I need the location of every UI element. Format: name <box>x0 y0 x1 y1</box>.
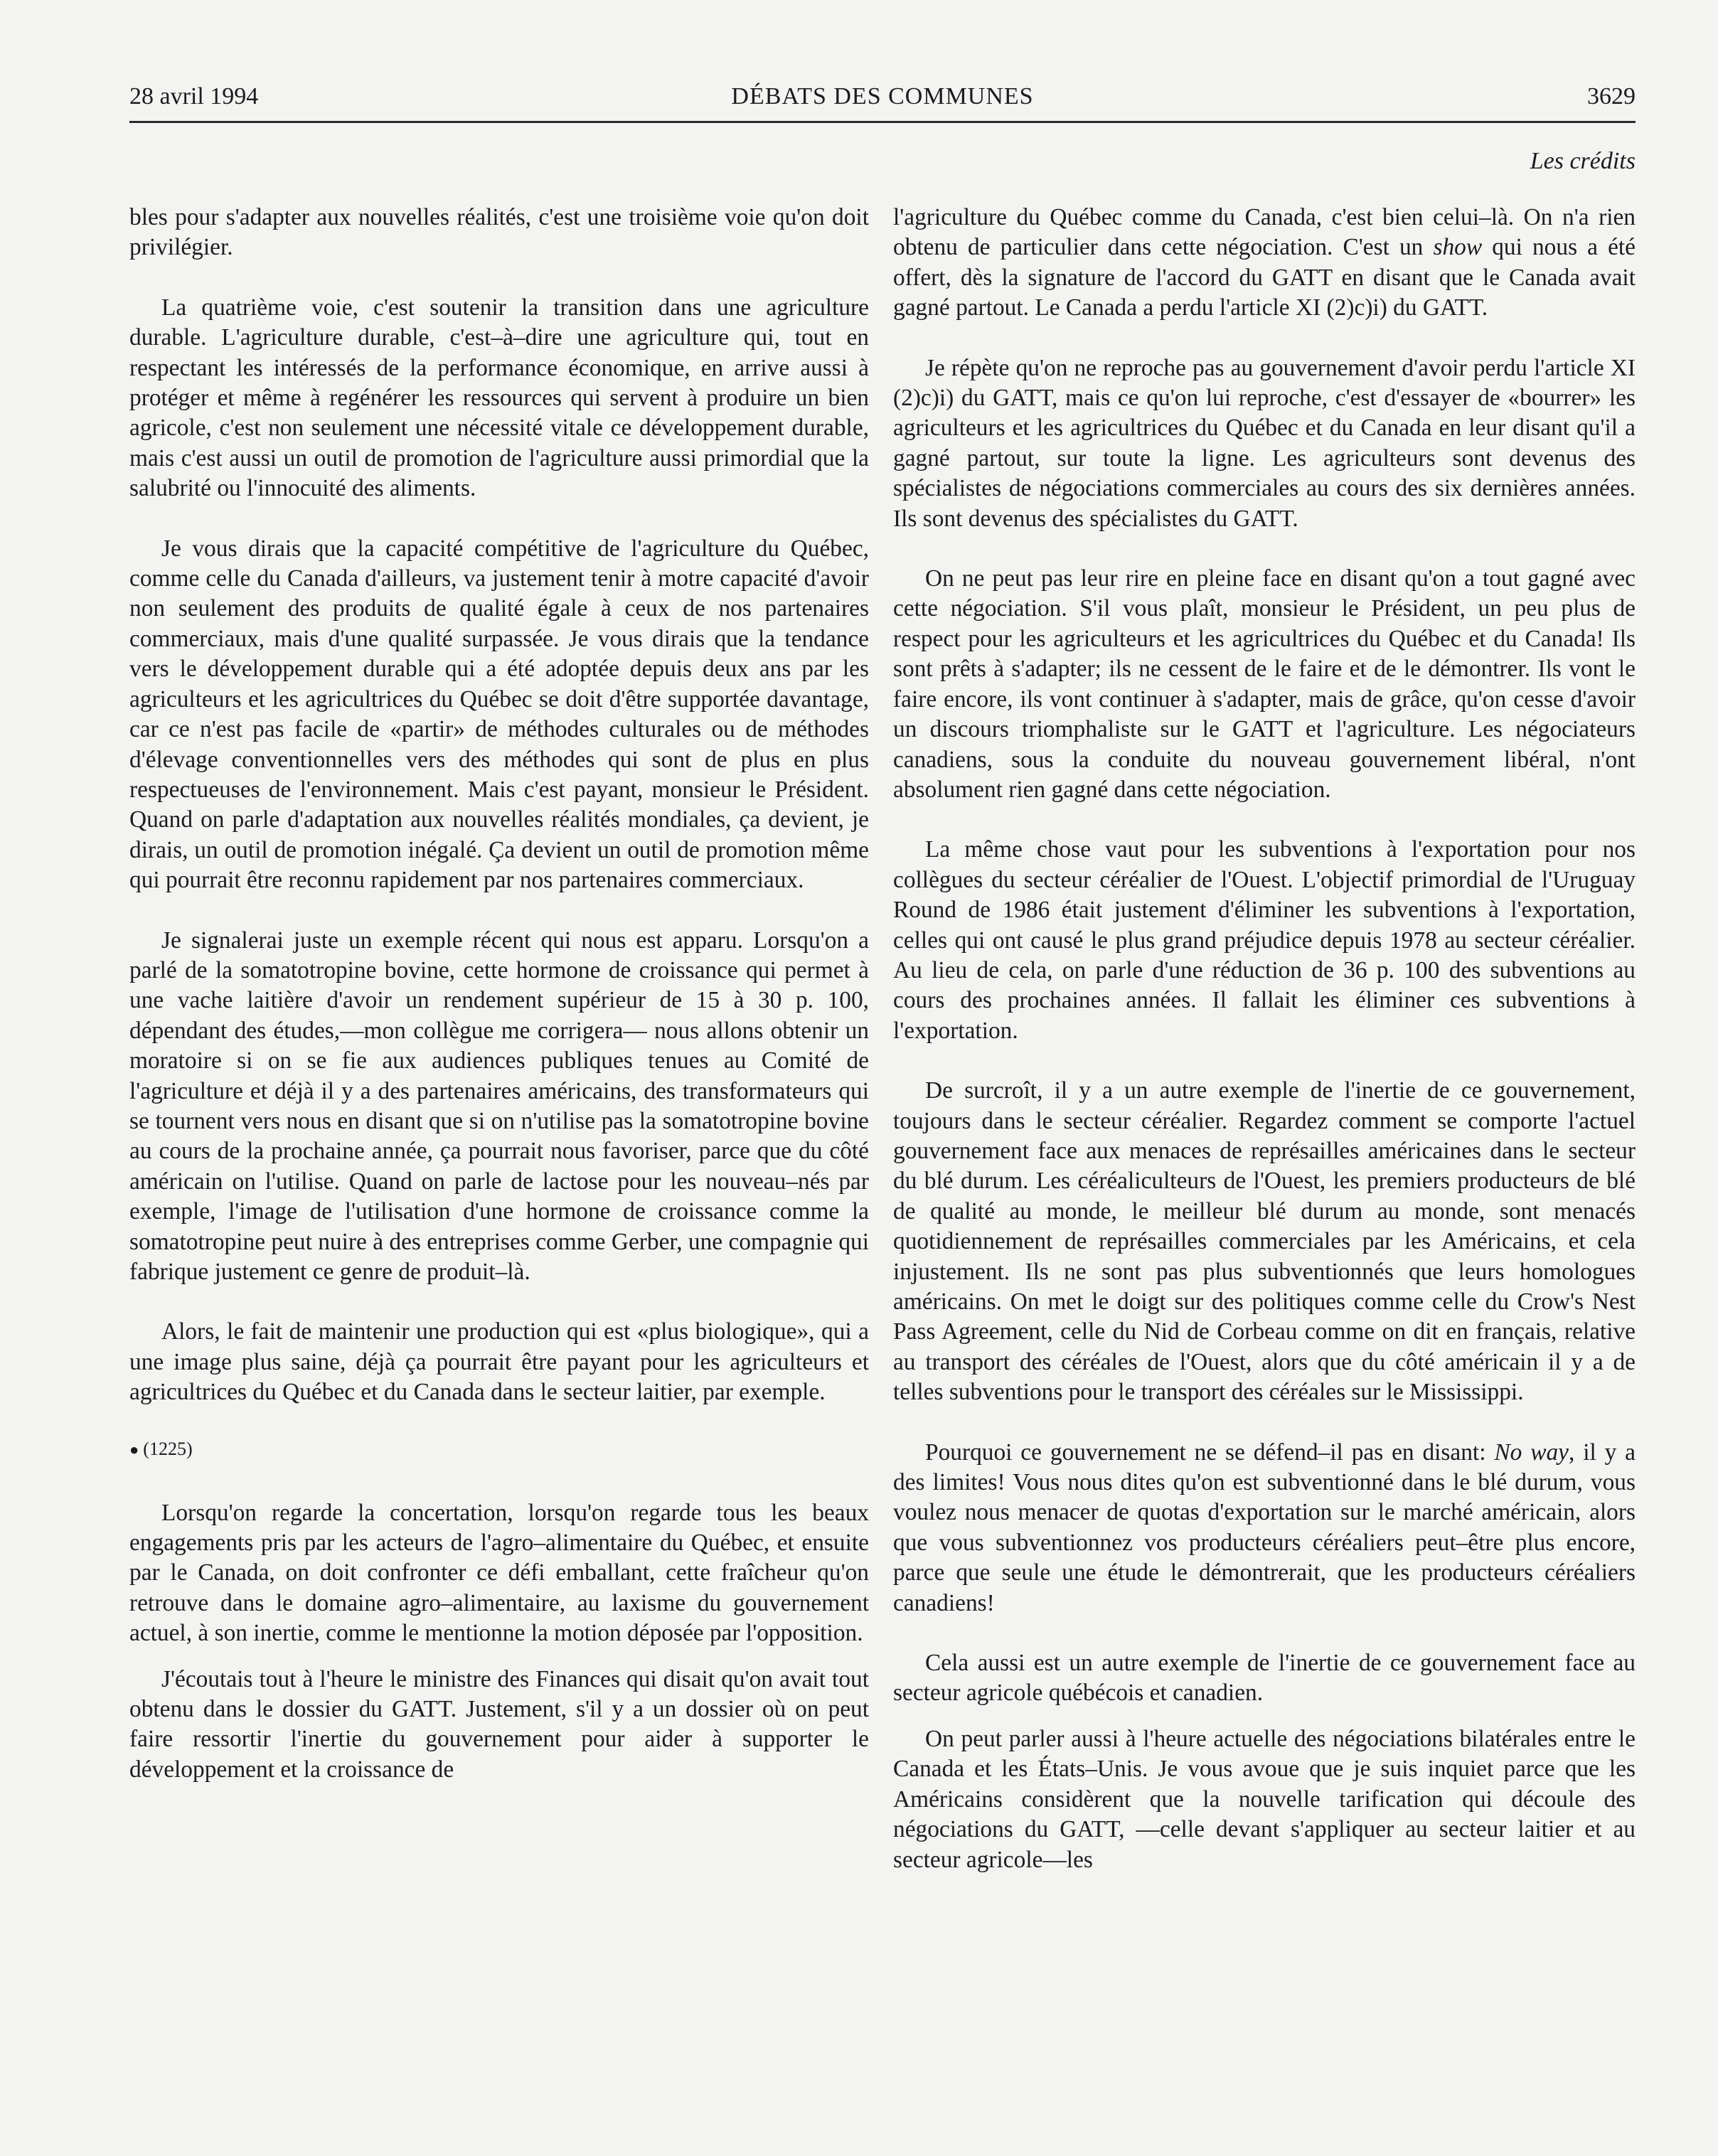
paragraph <box>893 1438 1636 1618</box>
paragraph-text: Pourquoi ce gouvernement ne se défend–il pas en disant: <box>925 1439 1495 1466</box>
paragraph: Je répète qu'on ne reproche pas au gouvernement d'avoir perdu l'article XI (2)c)i) du GATT, mais ce qu'on lui reproche, c'est d'essayer de «bourrer» les agriculteurs et les agricultrices du Québec et du Canada en leur disant qu'il a gagné partout, sur toute la ligne. Les agriculteurs sont devenus des spécialistes de négociations commerciales au cours des six dernières années. Ils sont devenus des spécialistes du GATT. <box>893 354 1636 532</box>
paragraph-text: l'agriculture du Québec comme du Canada, c'est bien celui–là. On n'a rien obtenu de particulier dans cette négociation. C'est un <box>893 204 1636 261</box>
paragraph: bles pour s'adapter aux nouvelles réalités, c'est une troisième voie qu'on doit privilégier. <box>129 204 869 261</box>
paragraph: Je vous dirais que la capacité compétitive de l'agriculture du Québec, comme celle du Canada d'ailleurs, va justement tenir à motre capacité d'avoir non seulement des produits de qualité égale à ceux de nos partenaires commerciaux, mais d'une qualité surpassée. Je vous dirais que la tendance vers le développement durable qui a été adoptée depuis deux ans par les agriculteurs et les agricultrices du Québec se doit d'être supportée davantage, car ce n'est pas facile de «partir» de méthodes culturales ou de méthodes d'élevage conventionnelles vers des méthodes qui sont de plus en plus respectueuses de l'environnement. Mais c'est payant, monsieur le Président. Quand on parle d'adaptation aux nouvelles réalités mondiales, ça devient, je dirais, un outil de promotion inégalé. Ça devient un outil de promotion même qui pourrait être reconnu rapidement par nos partenaires commerciaux. <box>129 535 869 894</box>
paragraph: Alors, le fait de maintenir une production qui est «plus biologique», qui a une image plus saine, déjà ça pourrait être payant pour les agriculteurs et agricultrices du Québec et du Canada dans le secteur laitier, par exemple. <box>129 1318 869 1406</box>
section-title: Les crédits <box>1530 148 1636 174</box>
header-page-number: 3629 <box>1587 83 1636 110</box>
time-marker-label: (1225) <box>143 1438 193 1459</box>
italic-term: No way <box>1494 1439 1569 1466</box>
bullet-icon: ● <box>129 1440 139 1458</box>
paragraph-text: , il y a des limites! Vous nous dites qu'on est subventionné dans le blé durum, vous voulez nous menacer de quotas d'exportation sur le marché américain, alors que vous subventionnez vos producteurs céréaliers peut–être plus encore, parce que seule une étude le démontrerait, que les producteurs céréaliers canadiens! <box>893 1439 1636 1616</box>
left-column <box>129 203 869 1815</box>
right-column <box>893 203 1636 1905</box>
time-marker <box>129 1438 869 1461</box>
italic-term: show <box>1433 234 1483 261</box>
paragraph: Lorsqu'on regarde la concertation, lorsqu'on regarde tous les beaux engagements pris par les acteurs de l'agro–alimentaire du Québec, et ensuite par le Canada, on doit confronter ce défi emballant, cette fraîcheur qu'on retrouve dans le domaine agro–alimentaire, au laxisme du gouvernement actuel, à son inertie, comme le mentionne la motion déposée par l'opposition. <box>129 1499 869 1647</box>
page-header <box>129 78 1636 123</box>
paragraph: On peut parler aussi à l'heure actuelle des négociations bilatérales entre le Canada et les États–Unis. Je vous avoue que je suis inquiet parce que les Américains considèrent que la nouvelle tarification qui découle des négociations du GATT, —celle devant s'appliquer au secteur laitier et au secteur agricole—les <box>893 1725 1636 1873</box>
paragraph: La même chose vaut pour les subventions à l'exportation pour nos collègues du secteur céréalier de l'Ouest. L'objectif primordial de l'Uruguay Round de 1986 était justement d'éliminer les subventions à l'exportation, celles qui ont causé le plus grand préjudice depuis 1978 au secteur céréalier. Au lieu de cela, on parle d'une réduction de 36 p. 100 des subventions au cours des prochaines années. Il fallait les éliminer ces subventions à l'exportation. <box>893 836 1636 1044</box>
paragraph: Je signalerai juste un exemple récent qui nous est apparu. Lorsqu'on a parlé de la somatotropine bovine, cette hormone de croissance qui permet à une vache laitière d'avoir un rendement supérieur de 15 à 30 p. 100, dépendant des études,—mon collègue me corrigera— nous allons obtenir un moratoire si on se fie aux audiences publiques tenues au Comité de l'agriculture et déjà il y a des partenaires américains, des transformateurs qui se tournent vers nous en disant que si on n'utilise pas la somatotropine bovine au cours de la prochaine année, ça pourrait nous favoriser, parce que du côté américain on l'utilise. Quand on parle de lactose pour les nouveau–nés par exemple, l'image de l'utilisation d'une hormone de croissance comme la somatotropine peut nuire à des entreprises comme Gerber, une compagnie qui fabrique justement ce genre de produit–là. <box>129 927 869 1285</box>
header-date: 28 avril 1994 <box>129 83 259 110</box>
paragraph: La quatrième voie, c'est soutenir la transition dans une agriculture durable. L'agriculture durable, c'est–à–dire une agriculture qui, tout en respectant les intéressés de la performance économique, en arrive aussi à protéger et même à regénérer les ressources qui servent à produire un bien agricole, c'est non seulement une nécessité vitale ce développement durable, mais c'est aussi un outil de promotion de l'agriculture aussi primordial que la salubrité ou l'innocuité des aliments. <box>129 294 869 502</box>
paragraph <box>893 203 1636 324</box>
paragraph: De surcroît, il y a un autre exemple de l'inertie de ce gouvernement, toujours dans le secteur céréalier. Regardez comment se comporte l'actuel gouvernement face aux menaces de représailles américaines dans le secteur du blé durum. Les céréaliculteurs de l'Ouest, les premiers producteurs de blé de qualité au monde, le meilleur blé durum au monde, sont menacés quotidiennement de représailles commerciales par les Américains, et cela injustement. Ils ne sont pas plus subventionnés que leurs homologues américains. On met le doigt sur des politiques comme celle du Crow's Nest Pass Agreement, celle du Nid de Corbeau comme on dit en français, relative au transport des céréales de l'Ouest, alors que du côté américain il y a de telles subventions pour le transport des céréales sur le Mississippi. <box>893 1077 1636 1406</box>
paragraph: On ne peut pas leur rire en pleine face en disant qu'on a tout gagné avec cette négociation. S'il vous plaît, monsieur le Président, un peu plus de respect pour les agriculteurs et les agricultrices du Québec et du Canada! Ils sont prêts à s'adapter; ils ne cessent de le faire et de le démontrer. Ils vont le faire encore, ils vont continuer à s'adapter, mais de grâce, qu'on cesse d'avoir un discours triomphaliste sur le GATT et l'agriculture. Les négociateurs canadiens, sous la conduite du nouveau gouvernement libéral, n'ont absolument rien gagné dans cette négociation. <box>893 565 1636 803</box>
header-journal-title: DÉBATS DES COMMUNES <box>731 83 1034 110</box>
paragraph: J'écoutais tout à l'heure le ministre des Finances qui disait qu'on avait tout obtenu dans le dossier du GATT. Justement, s'il y a un dossier où on peut faire ressortir l'inertie du gouvernement pour aider à supporter le développement et la croissance de <box>129 1665 869 1783</box>
paragraph-text: qui nous a été offert, dès la signature de l'accord du GATT en disant que le Canada avait gagné partout. Le Canada a perdu l'article XI (2)c)i) du GATT. <box>893 234 1636 321</box>
paragraph: Cela aussi est un autre exemple de l'inertie de ce gouvernement face au secteur agricole québécois et canadien. <box>893 1650 1636 1707</box>
